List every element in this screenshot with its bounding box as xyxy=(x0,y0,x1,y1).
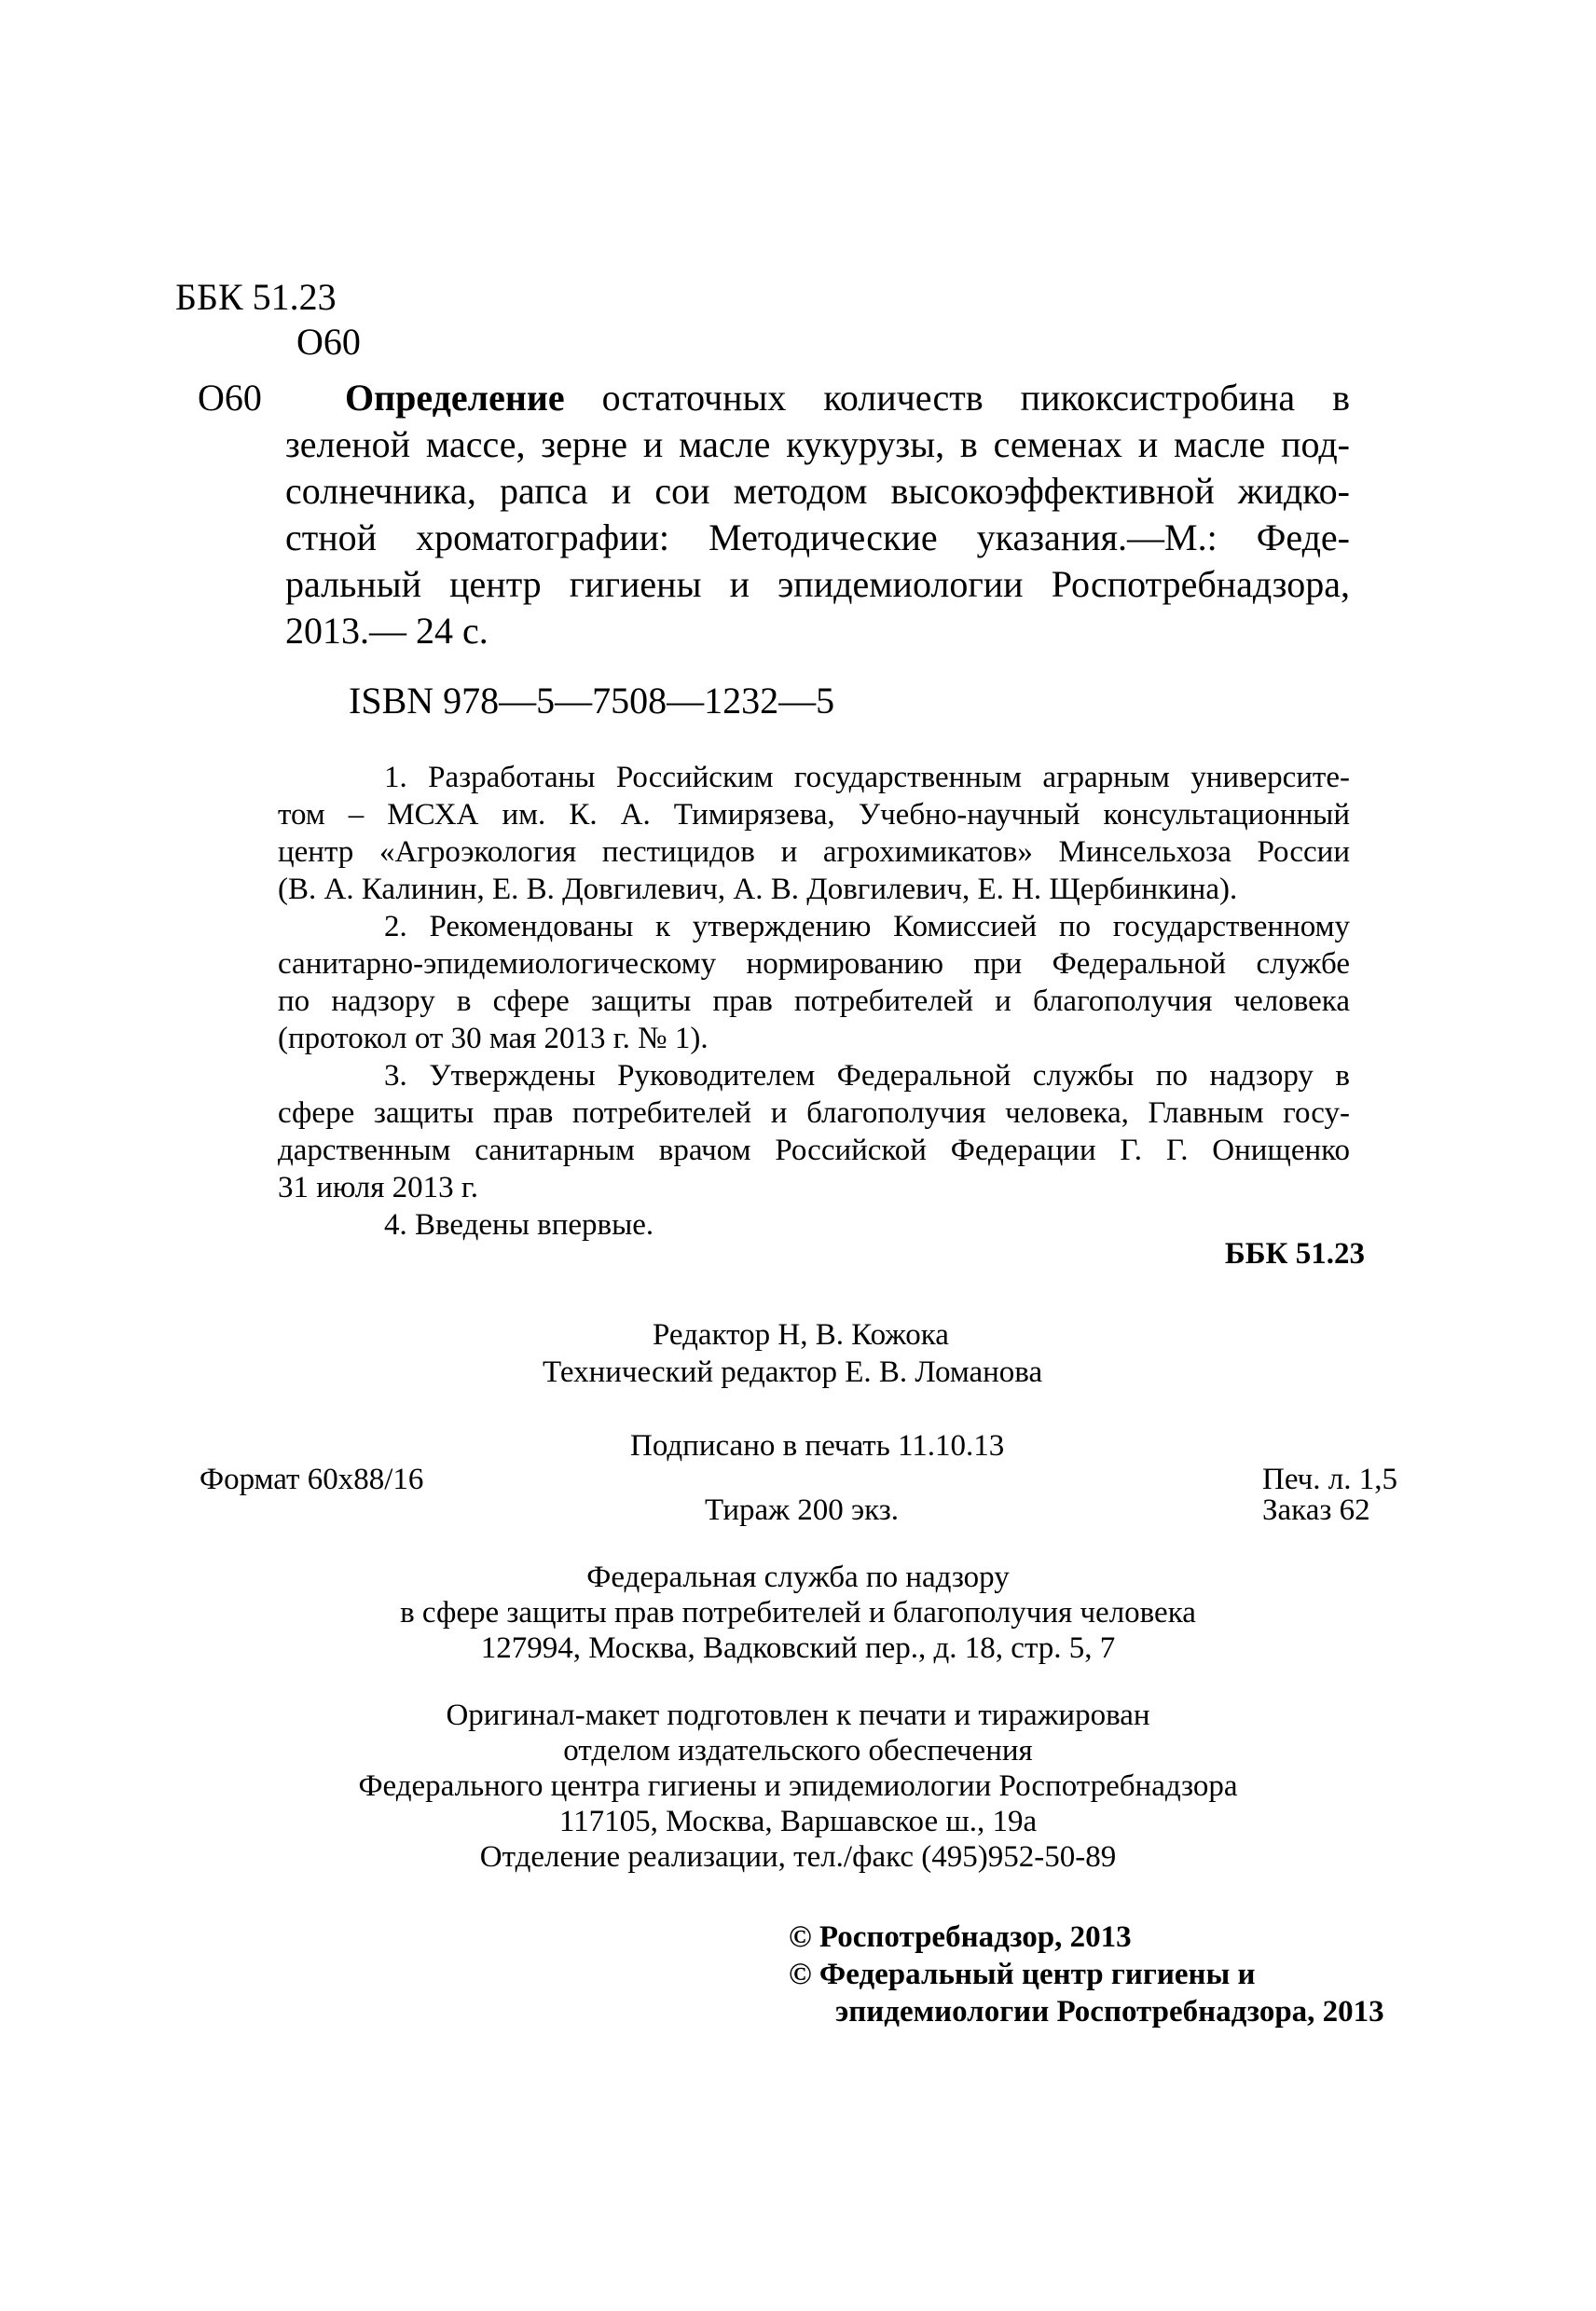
note-line: том – МСХА им. К. А. Тимирязева, Учебно-научный консультационный xyxy=(278,798,1350,832)
record-line: солнечника, рапса и сои методом высокоэффективной жидко- xyxy=(285,470,1350,512)
record-line: Определение остаточных количеств пикоксистробина в xyxy=(345,377,1350,419)
printer-line: Отделение реализации, тел./факс (495)952-50-89 xyxy=(479,1840,1117,1874)
note-line: 2. Рекомендованы к утверждению Комиссией по государственному xyxy=(384,910,1350,943)
bbk-index: ББК 51.23 xyxy=(175,276,337,318)
bbk-index-bottom: ББК 51.23 xyxy=(1224,1237,1365,1271)
note-line: центр «Агроэкология пестицидов и агрохимикатов» Минсельхоза России xyxy=(278,835,1350,869)
printed-sheets: Печ. л. 1,5 xyxy=(1262,1463,1397,1496)
note-line: 3. Утверждены Руководителем Федеральной службы по надзору в xyxy=(384,1059,1350,1093)
printer-line: Федерального центра гигиены и эпидемиологии Роспотребнадзора xyxy=(358,1769,1238,1803)
author-sign-code: О60 xyxy=(296,321,361,363)
isbn: ISBN 978—5—7508—1232—5 xyxy=(349,680,835,722)
note-line: (протокол от 30 мая 2013 г. № 1). xyxy=(278,1022,709,1055)
printer-line: 117105, Москва, Варшавское ш., 19а xyxy=(558,1805,1038,1838)
note-line: 31 июля 2013 г. xyxy=(278,1171,478,1204)
record-line: стной хроматографии: Методические указания.—М.: Феде- xyxy=(285,516,1350,558)
printer-line: отделом издательского обеспечения xyxy=(563,1734,1033,1768)
note-line: 1. Разработаны Российским государственным аграрным университе- xyxy=(384,761,1350,794)
order-number: Заказ 62 xyxy=(1262,1493,1370,1527)
note-line: 4. Введены впервые. xyxy=(384,1208,654,1242)
record-line: 2013.— 24 с. xyxy=(285,610,488,652)
format: Формат 60x88/16 xyxy=(200,1463,424,1496)
publisher-line: в сфере защиты прав потребителей и благополучия человека xyxy=(400,1596,1196,1630)
copyright-line: эпидемиологии Роспотребнадзора, 2013 xyxy=(835,1995,1384,2029)
note-line: сфере защиты прав потребителей и благополучия человека, Главным госу- xyxy=(278,1096,1350,1130)
signed-for-print: Подписано в печать 11.10.13 xyxy=(630,1429,1005,1463)
note-line: санитарно-эпидемиологическому нормированию при Федеральной службе xyxy=(278,947,1350,981)
editor: Редактор Н, В. Кожока xyxy=(653,1318,949,1352)
copyright-line: © Роспотребнадзор, 2013 xyxy=(789,1920,1132,1954)
technical-editor: Технический редактор Е. В. Ломанова xyxy=(543,1355,1043,1389)
publisher-line: Федеральная служба по надзору xyxy=(586,1561,1010,1594)
publisher-line: 127994, Москва, Вадковский пер., д. 18, стр. 5, 7 xyxy=(480,1631,1116,1665)
record-title: Определение xyxy=(345,377,565,419)
copyright-line: © Федеральный центр гигиены и xyxy=(789,1958,1256,1991)
note-line: по надзору в сфере защиты прав потребителей и благополучия человека xyxy=(278,984,1350,1018)
note-line: (В. А. Калинин, Е. В. Довгилевич, А. В. Довгилевич, Е. Н. Щербинкина). xyxy=(278,873,1238,906)
note-line: дарственным санитарным врачом Российской Федерации Г. Г. Онищенко xyxy=(278,1134,1350,1167)
record-code: О60 xyxy=(198,377,262,419)
record-line: ральный центр гигиены и эпидемиологии Роспотребнадзора, xyxy=(285,563,1350,605)
printer-line: Оригинал-макет подготовлен к печати и тиражирован xyxy=(446,1699,1150,1732)
print-run: Тираж 200 экз. xyxy=(705,1493,899,1527)
record-line: зеленой массе, зерне и масле кукурузы, в семенах и масле под- xyxy=(285,423,1350,465)
